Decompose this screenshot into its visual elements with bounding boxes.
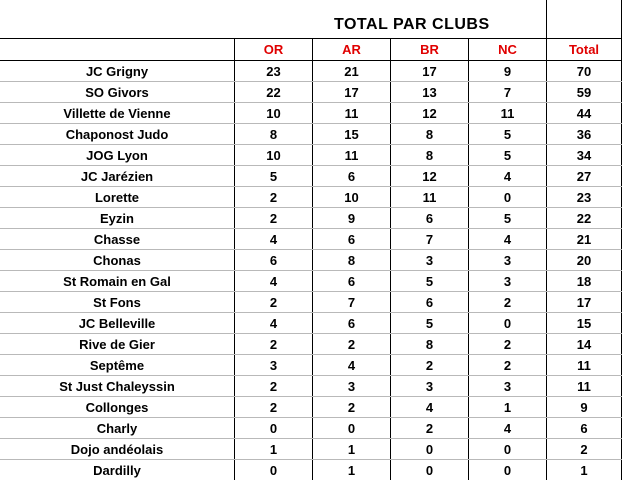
table-row: [0, 355, 622, 376]
nc-cell[interactable]: 2: [469, 334, 547, 355]
title-row: [0, 0, 622, 39]
title-total-cell[interactable]: [547, 0, 622, 39]
or-cell[interactable]: 4: [235, 271, 313, 292]
or-cell[interactable]: 6: [235, 250, 313, 271]
ar-cell[interactable]: 6: [313, 229, 391, 250]
club-name-cell[interactable]: JOG Lyon: [0, 145, 235, 166]
or-cell[interactable]: 2: [235, 397, 313, 418]
nc-cell[interactable]: 0: [469, 460, 547, 481]
ar-cell[interactable]: 9: [313, 208, 391, 229]
total-cell[interactable]: 20: [547, 250, 622, 271]
br-cell[interactable]: 8: [391, 124, 469, 145]
br-cell[interactable]: 12: [391, 166, 469, 187]
nc-cell[interactable]: 3: [469, 376, 547, 397]
nc-cell[interactable]: 5: [469, 145, 547, 166]
br-cell[interactable]: 12: [391, 103, 469, 124]
ar-cell[interactable]: 0: [313, 418, 391, 439]
club-name-cell[interactable]: Collonges: [0, 397, 235, 418]
table-row: [0, 271, 622, 292]
table-row: [0, 397, 622, 418]
nc-cell[interactable]: 2: [469, 292, 547, 313]
nc-cell[interactable]: 3: [469, 271, 547, 292]
table-row: [0, 418, 622, 439]
table-row: [0, 103, 622, 124]
br-cell[interactable]: 2: [391, 355, 469, 376]
total-cell[interactable]: 9: [547, 397, 622, 418]
or-cell[interactable]: 0: [235, 418, 313, 439]
table-row: [0, 439, 622, 460]
nc-cell[interactable]: 1: [469, 397, 547, 418]
header-br[interactable]: BR: [391, 39, 469, 61]
table-row: [0, 334, 622, 355]
total-cell[interactable]: 14: [547, 334, 622, 355]
nc-cell[interactable]: 0: [469, 313, 547, 334]
club-name-cell[interactable]: Eyzin: [0, 208, 235, 229]
or-cell[interactable]: 10: [235, 145, 313, 166]
ar-cell[interactable]: 1: [313, 439, 391, 460]
table-row: [0, 292, 622, 313]
club-name-cell[interactable]: Chonas: [0, 250, 235, 271]
total-cell[interactable]: 17: [547, 292, 622, 313]
or-cell[interactable]: 2: [235, 376, 313, 397]
total-cell[interactable]: 34: [547, 145, 622, 166]
table-row: [0, 229, 622, 250]
title-cell[interactable]: [0, 0, 547, 39]
total-cell[interactable]: 2: [547, 439, 622, 460]
ar-cell[interactable]: 11: [313, 145, 391, 166]
or-cell[interactable]: 10: [235, 103, 313, 124]
or-cell[interactable]: 4: [235, 313, 313, 334]
nc-cell[interactable]: 3: [469, 250, 547, 271]
or-cell[interactable]: 8: [235, 124, 313, 145]
br-cell[interactable]: 3: [391, 376, 469, 397]
table-row: [0, 313, 622, 334]
br-cell[interactable]: 0: [391, 439, 469, 460]
table-row: [0, 82, 622, 103]
total-cell[interactable]: 1: [547, 460, 622, 481]
ar-cell[interactable]: 1: [313, 460, 391, 481]
br-cell[interactable]: 8: [391, 145, 469, 166]
total-cell[interactable]: 11: [547, 376, 622, 397]
table-title: TOTAL PAR CLUBS: [334, 16, 490, 33]
ar-cell[interactable]: 21: [313, 61, 391, 82]
total-cell[interactable]: 23: [547, 187, 622, 208]
club-name-cell[interactable]: Charly: [0, 418, 235, 439]
br-cell[interactable]: 3: [391, 250, 469, 271]
club-name-cell[interactable]: Villette de Vienne: [0, 103, 235, 124]
or-cell[interactable]: 5: [235, 166, 313, 187]
club-name-cell[interactable]: Dardilly: [0, 460, 235, 481]
club-name-cell[interactable]: JC Grigny: [0, 61, 235, 82]
ar-cell[interactable]: 6: [313, 166, 391, 187]
total-cell[interactable]: 36: [547, 124, 622, 145]
ar-cell[interactable]: 6: [313, 313, 391, 334]
nc-cell[interactable]: 7: [469, 82, 547, 103]
br-cell[interactable]: 5: [391, 313, 469, 334]
br-cell[interactable]: 17: [391, 61, 469, 82]
club-name-cell[interactable]: St Fons: [0, 292, 235, 313]
total-cell[interactable]: 59: [547, 82, 622, 103]
or-cell[interactable]: 4: [235, 229, 313, 250]
header-row: [0, 39, 622, 61]
nc-cell[interactable]: 11: [469, 103, 547, 124]
header-total[interactable]: Total: [547, 39, 622, 61]
nc-cell[interactable]: 9: [469, 61, 547, 82]
or-cell[interactable]: 2: [235, 292, 313, 313]
br-cell[interactable]: 7: [391, 229, 469, 250]
club-name-cell[interactable]: SO Givors: [0, 82, 235, 103]
club-name-cell[interactable]: Lorette: [0, 187, 235, 208]
total-cell[interactable]: 18: [547, 271, 622, 292]
club-name-cell[interactable]: Chasse: [0, 229, 235, 250]
club-name-cell[interactable]: St Just Chaleyssin: [0, 376, 235, 397]
nc-cell[interactable]: 4: [469, 166, 547, 187]
club-name-cell[interactable]: St Romain en Gal: [0, 271, 235, 292]
ar-cell[interactable]: 4: [313, 355, 391, 376]
club-name-cell[interactable]: Rive de Gier: [0, 334, 235, 355]
ar-cell[interactable]: 8: [313, 250, 391, 271]
table-row: [0, 61, 622, 82]
br-cell[interactable]: 6: [391, 208, 469, 229]
nc-cell[interactable]: 4: [469, 418, 547, 439]
nc-cell[interactable]: 5: [469, 124, 547, 145]
ar-cell[interactable]: 17: [313, 82, 391, 103]
header-ar[interactable]: AR: [313, 39, 391, 61]
br-cell[interactable]: 0: [391, 460, 469, 481]
ar-cell[interactable]: 3: [313, 376, 391, 397]
br-cell[interactable]: 5: [391, 271, 469, 292]
ar-cell[interactable]: 2: [313, 397, 391, 418]
or-cell[interactable]: 1: [235, 439, 313, 460]
or-cell[interactable]: 2: [235, 208, 313, 229]
ar-cell[interactable]: 10: [313, 187, 391, 208]
club-name-cell[interactable]: Septême: [0, 355, 235, 376]
table-row: [0, 187, 622, 208]
total-cell[interactable]: 15: [547, 313, 622, 334]
total-cell[interactable]: 11: [547, 355, 622, 376]
or-cell[interactable]: 2: [235, 334, 313, 355]
total-cell[interactable]: 21: [547, 229, 622, 250]
header-or[interactable]: OR: [235, 39, 313, 61]
total-cell[interactable]: 44: [547, 103, 622, 124]
or-cell[interactable]: 3: [235, 355, 313, 376]
club-name-cell[interactable]: JC Belleville: [0, 313, 235, 334]
br-cell[interactable]: 13: [391, 82, 469, 103]
table-row: [0, 166, 622, 187]
table-row: [0, 124, 622, 145]
nc-cell[interactable]: 2: [469, 355, 547, 376]
table-row: [0, 250, 622, 271]
ar-cell[interactable]: 7: [313, 292, 391, 313]
ar-cell[interactable]: 15: [313, 124, 391, 145]
total-cell[interactable]: 70: [547, 61, 622, 82]
br-cell[interactable]: 11: [391, 187, 469, 208]
header-club-cell[interactable]: [0, 39, 235, 61]
club-name-cell[interactable]: Chaponost Judo: [0, 124, 235, 145]
or-cell[interactable]: 0: [235, 460, 313, 481]
br-cell[interactable]: 4: [391, 397, 469, 418]
nc-cell[interactable]: 0: [469, 187, 547, 208]
table-row: [0, 145, 622, 166]
nc-cell[interactable]: 5: [469, 208, 547, 229]
or-cell[interactable]: 22: [235, 82, 313, 103]
club-name-cell[interactable]: Dojo andéolais: [0, 439, 235, 460]
header-nc[interactable]: NC: [469, 39, 547, 61]
or-cell[interactable]: 23: [235, 61, 313, 82]
club-name-cell[interactable]: JC Jarézien: [0, 166, 235, 187]
br-cell[interactable]: 8: [391, 334, 469, 355]
table-row: [0, 376, 622, 397]
total-cell[interactable]: 27: [547, 166, 622, 187]
ar-cell[interactable]: 11: [313, 103, 391, 124]
ar-cell[interactable]: 2: [313, 334, 391, 355]
table-row: [0, 208, 622, 229]
ar-cell[interactable]: 6: [313, 271, 391, 292]
total-cell[interactable]: 6: [547, 418, 622, 439]
total-cell[interactable]: 22: [547, 208, 622, 229]
nc-cell[interactable]: 0: [469, 439, 547, 460]
or-cell[interactable]: 2: [235, 187, 313, 208]
br-cell[interactable]: 6: [391, 292, 469, 313]
br-cell[interactable]: 2: [391, 418, 469, 439]
nc-cell[interactable]: 4: [469, 229, 547, 250]
table-row: [0, 460, 622, 481]
